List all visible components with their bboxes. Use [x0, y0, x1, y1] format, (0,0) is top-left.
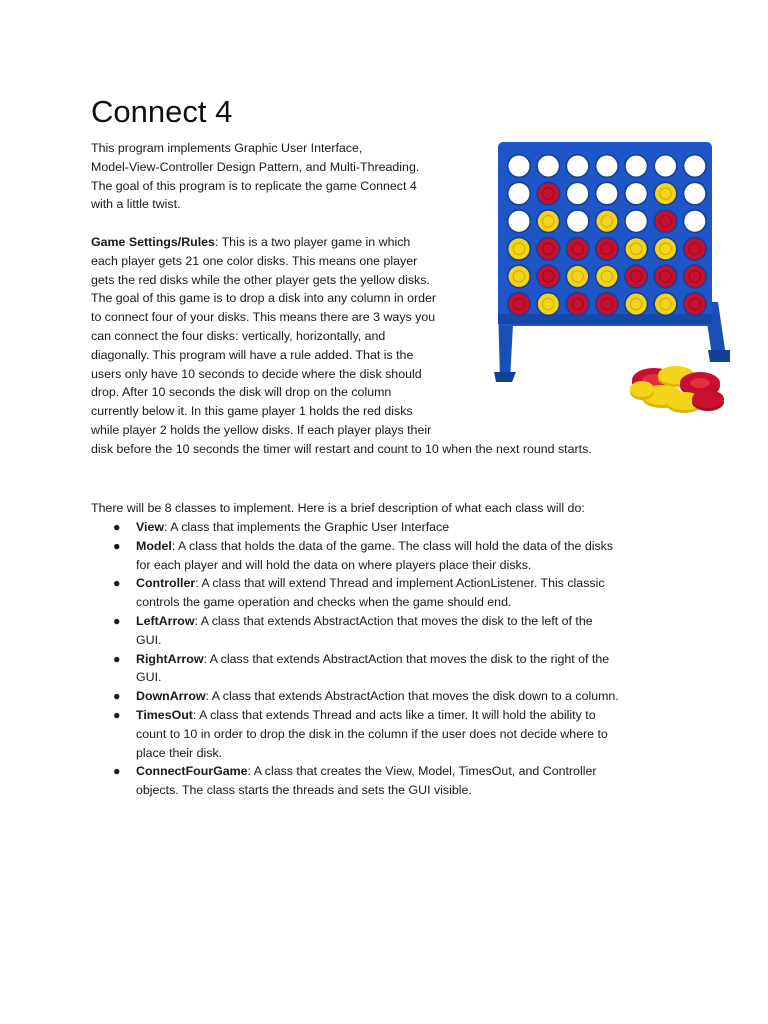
class-description: : A class that extends AbstractAction that moves the disk down to a column. [205, 689, 619, 704]
class-description: count to 10 in order to drop the disk in the column if the user does not decide where to [136, 726, 608, 741]
rules-line: diagonally. This program will have a rule added. That is the [91, 347, 414, 362]
class-description: : A class that extends Thread and acts like a timer. It will hold the ability to [192, 707, 596, 722]
classes-intro: There will be 8 classes to implement. Here is a brief description of what each class will do: [91, 501, 585, 515]
rules-line: currently below it. In this game player 1 holds the red disks [91, 404, 413, 419]
class-description: objects. The class starts the threads and sets the GUI visible. [136, 783, 472, 798]
rules-line: disk before the 10 seconds the timer will restart and count to 10 when the next round starts. [91, 441, 592, 456]
empty-slot [567, 156, 588, 177]
intro-line: Model-View-Controller Design Pattern, and Multi-Threading. [91, 159, 420, 174]
rules-line: each player gets 21 one color disks. This means one player [91, 253, 418, 268]
yellow-disk [655, 238, 676, 259]
connect-four-board-image [486, 136, 738, 420]
class-name: LeftArrow [136, 613, 195, 628]
list-item [91, 706, 691, 762]
red-disk [538, 238, 559, 259]
list-item [91, 612, 691, 650]
class-name: DownArrow [136, 689, 206, 704]
empty-slot [538, 156, 559, 177]
board-right-foot [708, 350, 730, 362]
bullet: ● [113, 651, 121, 666]
red-disk [684, 294, 705, 315]
bullet: ● [113, 520, 121, 534]
class-description: controls the game operation and checks when the game should end. [136, 595, 512, 610]
class-description: place their disk. [136, 745, 223, 760]
class-description: : A class that implements the Graphic User Interface [164, 520, 450, 534]
rules-line: can connect the four disks: vertically, horizontally, and [91, 328, 386, 343]
red-disk [509, 294, 530, 315]
empty-slot [626, 211, 647, 232]
red-disk [655, 211, 676, 232]
class-name: Controller [136, 576, 196, 591]
intro-line: The goal of this program is to replicate the game Connect 4 [91, 178, 417, 193]
list-item [91, 762, 691, 800]
board-left-foot [494, 372, 516, 382]
rules-line: gets the red disks while the other player gets the yellow disks. [91, 272, 430, 287]
class-description: GUI. [136, 632, 162, 647]
class-name: ConnectFourGame [136, 764, 248, 779]
empty-slot [509, 183, 530, 204]
list-item [91, 518, 691, 537]
red-disk [538, 266, 559, 287]
yellow-disk [596, 211, 617, 232]
red-disk [596, 238, 617, 259]
yellow-disk [626, 294, 647, 315]
yellow-disk [655, 183, 676, 204]
yellow-disk [538, 294, 559, 315]
empty-slot [509, 156, 530, 177]
rules-line: The goal of this game is to drop a disk into any column in order [91, 291, 437, 306]
rules-heading: Game Settings/Rules [91, 234, 215, 249]
red-disk [684, 266, 705, 287]
rules-line: users only have 10 seconds to decide where the disk should [91, 366, 422, 381]
class-description: GUI. [136, 670, 162, 685]
rules-line: while player 2 holds the yellow disks. If each player plays their [91, 422, 432, 437]
yellow-disk [509, 238, 530, 259]
empty-slot [655, 156, 676, 177]
yellow-disk [655, 294, 676, 315]
rules-line: : This is a two player game in which [214, 234, 411, 249]
class-name: Model [136, 538, 172, 553]
red-disk [567, 294, 588, 315]
classes-list [91, 518, 691, 800]
yellow-disk [596, 266, 617, 287]
loose-disks-pile [630, 366, 724, 413]
class-name: RightArrow [136, 651, 204, 666]
yellow-disk [538, 211, 559, 232]
rules-line: to connect four of your disks. This means there are 3 ways you [91, 310, 436, 325]
red-disk [567, 238, 588, 259]
bullet: ● [113, 689, 121, 704]
class-name: TimesOut [136, 707, 193, 722]
empty-slot [626, 183, 647, 204]
page-title: Connect 4 [91, 94, 233, 129]
intro-line: with a little twist. [91, 197, 181, 212]
rules-line: drop. After 10 seconds the disk will drop on the column [91, 385, 392, 400]
empty-slot [684, 156, 705, 177]
yellow-disk [567, 266, 588, 287]
class-description: : A class that creates the View, Model, TimesOut, and Controller [247, 764, 597, 779]
class-description: : A class that will extend Thread and implement ActionListener. This classic [195, 576, 605, 591]
empty-slot [684, 183, 705, 204]
bullet: ● [113, 576, 121, 591]
list-item [91, 687, 691, 706]
class-description: for each player and will hold the data on where players place their disks. [136, 557, 532, 572]
list-item [91, 574, 691, 612]
list-item [91, 537, 691, 575]
class-description: : A class that holds the data of the game. The class will hold the data of the disks [171, 538, 614, 553]
red-disk [684, 238, 705, 259]
yellow-disk [626, 238, 647, 259]
intro-line: This program implements Graphic User Interface, [91, 141, 363, 155]
red-disk [626, 266, 647, 287]
bullet: ● [113, 707, 121, 722]
empty-slot [596, 156, 617, 177]
bullet: ● [113, 764, 121, 779]
empty-slot [684, 211, 705, 232]
red-disk [596, 294, 617, 315]
empty-slot [567, 211, 588, 232]
class-description: : A class that extends AbstractAction that moves the disk to the left of the [194, 613, 593, 628]
empty-slot [567, 183, 588, 204]
yellow-disk [509, 266, 530, 287]
class-description: : A class that extends AbstractAction that moves the disk to the right of the [203, 651, 610, 666]
empty-slot [509, 211, 530, 232]
red-disk [538, 183, 559, 204]
empty-slot [596, 183, 617, 204]
bullet: ● [113, 538, 121, 553]
red-disk [655, 266, 676, 287]
empty-slot [626, 156, 647, 177]
list-item [91, 650, 691, 688]
class-name: View [136, 520, 165, 534]
bullet: ● [113, 613, 121, 628]
